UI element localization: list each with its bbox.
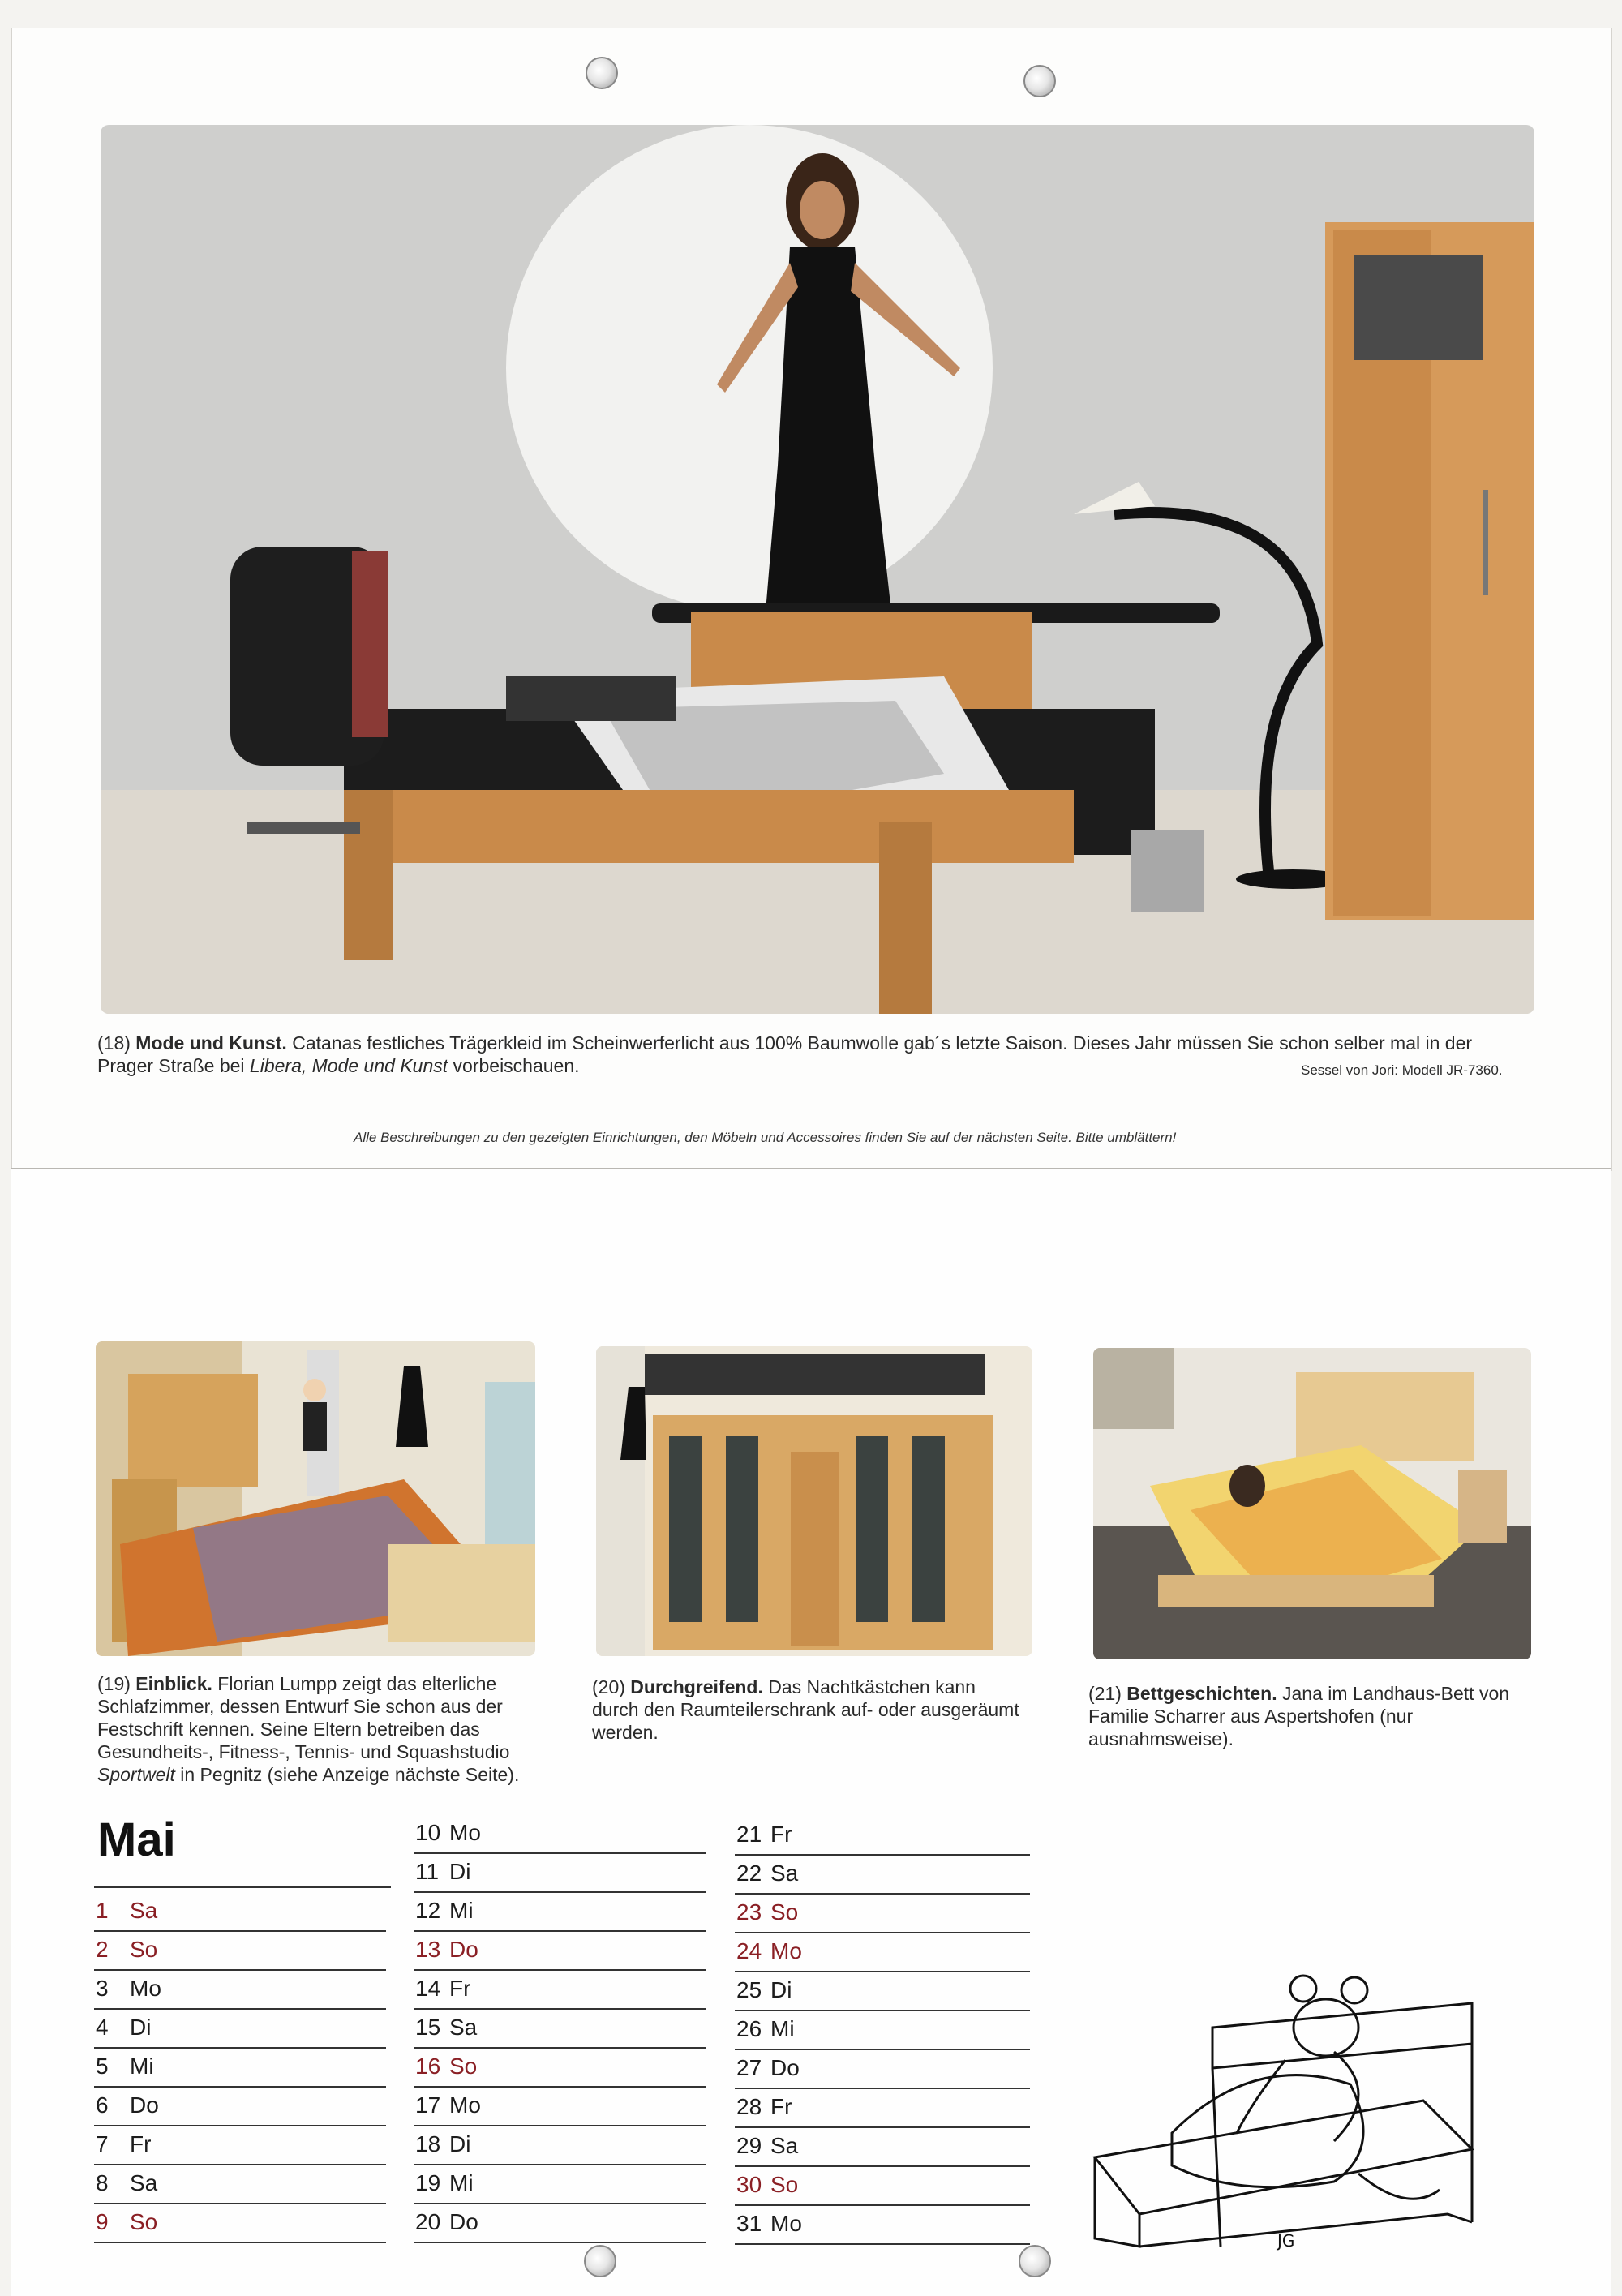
caption-19-studio-name: Sportwelt [97, 1764, 175, 1785]
binding-ring-right [1023, 65, 1056, 97]
day-number: 21 [736, 1822, 762, 1847]
day-number: 1 [96, 1898, 109, 1923]
calendar-day-rule [735, 2010, 1030, 2011]
calendar-day-rule [414, 1930, 706, 1932]
day-number: 5 [96, 2054, 109, 2079]
day-number: 6 [96, 2092, 109, 2118]
weekday-label: So [449, 2054, 478, 2079]
caption-20-number: (20) [592, 1676, 625, 1697]
weekday-label: Mi [449, 1898, 474, 1923]
calendar-day-rule [414, 1852, 706, 1854]
calendar-day-rule [414, 1891, 706, 1893]
calendar-day-rule [94, 2047, 386, 2049]
calendar-day-rule [735, 2165, 1030, 2167]
calendar-day-rule [414, 2125, 706, 2126]
day-number: 14 [415, 1976, 441, 2001]
day-number: 17 [415, 2092, 441, 2118]
month-title-rule [94, 1886, 391, 1888]
calendar-day-rule [735, 1971, 1030, 1972]
calendar-day [415, 2015, 477, 2041]
binding-ring-bottom-right [1019, 2245, 1051, 2277]
caption-19-line: Festschrift kennen. Seine Eltern betreiben das [97, 1719, 480, 1740]
calendar-day-rule [735, 2126, 1030, 2128]
weekday-label: Do [449, 2209, 478, 2234]
weekday-label: Mo [770, 1938, 802, 1963]
calendar-day [415, 2209, 478, 2235]
day-number: 20 [415, 2209, 441, 2234]
caption-20-line: Das Nachtkästchen kann [768, 1676, 976, 1697]
calendar-day-rule [735, 2049, 1030, 2050]
weekday-label: Di [449, 2131, 471, 2157]
calendar-day [736, 2016, 795, 2042]
calendar-day-rule [94, 1930, 386, 1932]
day-number: 7 [96, 2131, 109, 2157]
day-number: 18 [415, 2131, 441, 2157]
calendar-day [415, 1937, 478, 1963]
calendar-day [96, 2054, 154, 2079]
calendar-day-rule [735, 2088, 1030, 2089]
caption-21-number: (21) [1088, 1683, 1122, 1704]
day-number: 29 [736, 2133, 762, 2158]
weekday-label: Mo [770, 2211, 802, 2236]
weekday-label: Fr [770, 1822, 792, 1847]
calendar-day [415, 1859, 470, 1885]
weekday-label: Di [449, 1859, 471, 1884]
calendar-day-rule [414, 2203, 706, 2204]
caption-20-line: durch den Raumteilerschrank auf- oder ausgeräumt [592, 1699, 1019, 1720]
caption-text-3: vorbeischauen. [448, 1055, 580, 1076]
caption-20 [592, 1676, 1034, 1744]
wardrobe-photo-20 [596, 1346, 1032, 1656]
weekday-label: Do [770, 2055, 800, 2080]
day-number: 23 [736, 1899, 762, 1925]
day-number: 28 [736, 2094, 762, 2119]
calendar-day [96, 2170, 157, 2196]
calendar-day [736, 2094, 792, 2120]
weekday-label: Mo [449, 1820, 481, 1845]
weekday-label: Sa [130, 1898, 158, 1923]
calendar-day-rule [414, 2008, 706, 2010]
caption-19-title: Einblick. [135, 1673, 212, 1694]
weekday-label: So [770, 1899, 799, 1925]
caption-21-line: Jana im Landhaus-Bett von [1282, 1683, 1510, 1704]
day-number: 12 [415, 1898, 441, 1923]
calendar-day [736, 1938, 802, 1964]
weekday-label: Sa [770, 1860, 799, 1886]
day-number: 2 [96, 1937, 109, 1962]
weekday-label: Do [449, 1937, 478, 1962]
caption-store-name: Libera, Mode und Kunst [249, 1055, 448, 1076]
calendar-day [736, 1899, 798, 1925]
caption-19-line: Schlafzimmer, dessen Entwurf Sie schon aus der [97, 1696, 503, 1717]
day-number: 8 [96, 2170, 109, 2195]
calendar-day [736, 2133, 798, 2159]
calendar-day [736, 1860, 798, 1886]
day-number: 10 [415, 1820, 441, 1845]
calendar-day [415, 2092, 481, 2118]
caption-number: (18) [97, 1032, 131, 1054]
calendar-day-rule [94, 2164, 386, 2165]
day-number: 13 [415, 1937, 441, 1962]
calendar-day-rule [735, 2243, 1030, 2245]
calendar-day-rule [94, 2125, 386, 2126]
calendar-day [415, 1820, 481, 1846]
caption-21-line: ausnahmsweise). [1088, 1728, 1234, 1749]
calendar-day [736, 1977, 792, 2003]
day-number: 15 [415, 2015, 441, 2040]
calendar-day [96, 2015, 151, 2041]
weekday-label: Mo [130, 1976, 161, 2001]
month-title: Mai [97, 1813, 176, 1866]
weekday-label: Sa [449, 2015, 478, 2040]
caption-21 [1088, 1682, 1534, 1750]
weekday-label: Di [130, 2015, 152, 2040]
day-number: 9 [96, 2209, 109, 2234]
calendar-day-rule [735, 1854, 1030, 1856]
day-number: 25 [736, 1977, 762, 2002]
calendar-day-rule [94, 2203, 386, 2204]
calendar-day-rule [414, 2047, 706, 2049]
calendar-day [736, 2055, 800, 2081]
caption-20-line: werden. [592, 1722, 659, 1743]
day-number: 26 [736, 2016, 762, 2041]
calendar-day [415, 1898, 474, 1924]
bedroom-photo-main [101, 125, 1534, 1014]
day-number: 24 [736, 1938, 762, 1963]
calendar-day-rule [94, 2242, 386, 2243]
weekday-label: Mo [449, 2092, 481, 2118]
bedroom-photo-19 [96, 1341, 535, 1656]
calendar-day-rule [414, 2086, 706, 2088]
calendar-day-rule [414, 2164, 706, 2165]
calendar-day-rule [735, 1893, 1030, 1895]
day-number: 11 [415, 1859, 440, 1884]
calendar-day [96, 2131, 151, 2157]
calendar-day [96, 1937, 157, 1963]
calendar-day-rule [94, 1969, 386, 1971]
calendar-day [415, 1976, 470, 2002]
weekday-label: So [770, 2172, 799, 2197]
weekday-label: Sa [770, 2133, 799, 2158]
caption-20-title: Durchgreifend. [630, 1676, 763, 1697]
caption-text-2: Prager Straße bei [97, 1055, 250, 1076]
bed-photo-21 [1093, 1348, 1531, 1659]
weekday-label: Mi [130, 2054, 154, 2079]
weekday-label: So [130, 2209, 158, 2234]
drawing-signature: JG [1277, 2231, 1295, 2251]
calendar-day [415, 2054, 477, 2079]
calendar-day [96, 1898, 157, 1924]
calendar-day [96, 1976, 161, 2002]
caption-19-line: Gesundheits-, Fitness-, Tennis- und Squashstudio [97, 1741, 510, 1762]
chair-credit: Sessel von Jori: Modell JR-7360. [1301, 1062, 1503, 1078]
calendar-day [736, 2172, 798, 2198]
calendar-day-rule [735, 1932, 1030, 1933]
calendar-day [415, 2131, 470, 2157]
caption-text: Catanas festliches Trägerkleid im Scheinwerferlicht aus 100% Baumwolle gab´s letzte Saison. Dieses Jahr müssen Sie schon selber mal in der [292, 1032, 1473, 1054]
weekday-label: Mi [770, 2016, 795, 2041]
day-number: 3 [96, 1976, 109, 2001]
calendar-day [736, 2211, 802, 2237]
weekday-label: So [130, 1937, 158, 1962]
weekday-label: Fr [770, 2094, 792, 2119]
calendar-day-rule [94, 2008, 386, 2010]
caption-title: Mode und Kunst. [135, 1032, 287, 1054]
caption-21-line: Familie Scharrer aus Aspertshofen (nur [1088, 1706, 1414, 1727]
calendar-day [736, 1822, 792, 1848]
weekday-label: Mi [449, 2170, 474, 2195]
calendar-day-rule [735, 2204, 1030, 2206]
caption-19 [97, 1672, 535, 1786]
weekday-label: Fr [449, 1976, 471, 2001]
calendar-day-rule [94, 2086, 386, 2088]
weekday-label: Fr [130, 2131, 152, 2157]
weekday-label: Di [770, 1977, 792, 2002]
calendar-day-rule [414, 1969, 706, 1971]
day-number: 19 [415, 2170, 441, 2195]
caption-19-line: Florian Lumpp zeigt das elterliche [217, 1673, 497, 1694]
day-number: 27 [736, 2055, 762, 2080]
day-number: 16 [415, 2054, 441, 2079]
day-number: 30 [736, 2172, 762, 2197]
binding-ring-left [586, 57, 618, 89]
footnote: Alle Beschreibungen zu den gezeigten Einrichtungen, den Möbeln und Accessoires finden Sie auf der nächsten Seite. Bitte umblättern! [354, 1130, 1177, 1145]
binding-ring-bottom-left [584, 2245, 616, 2277]
day-number: 31 [736, 2211, 762, 2236]
caption-21-title: Bettgeschichten. [1126, 1683, 1277, 1704]
caption-19-number: (19) [97, 1673, 131, 1694]
day-number: 22 [736, 1860, 762, 1886]
calendar-day [96, 2092, 159, 2118]
caption-19-line: in Pegnitz (siehe Anzeige nächste Seite). [174, 1764, 520, 1785]
calendar-day-rule [414, 2242, 706, 2243]
calendar-day [415, 2170, 474, 2196]
weekday-label: Do [130, 2092, 159, 2118]
cartoon-rat-in-bed-drawing [1091, 1971, 1496, 2263]
calendar-day [96, 2209, 157, 2235]
day-number: 4 [96, 2015, 109, 2040]
weekday-label: Sa [130, 2170, 158, 2195]
